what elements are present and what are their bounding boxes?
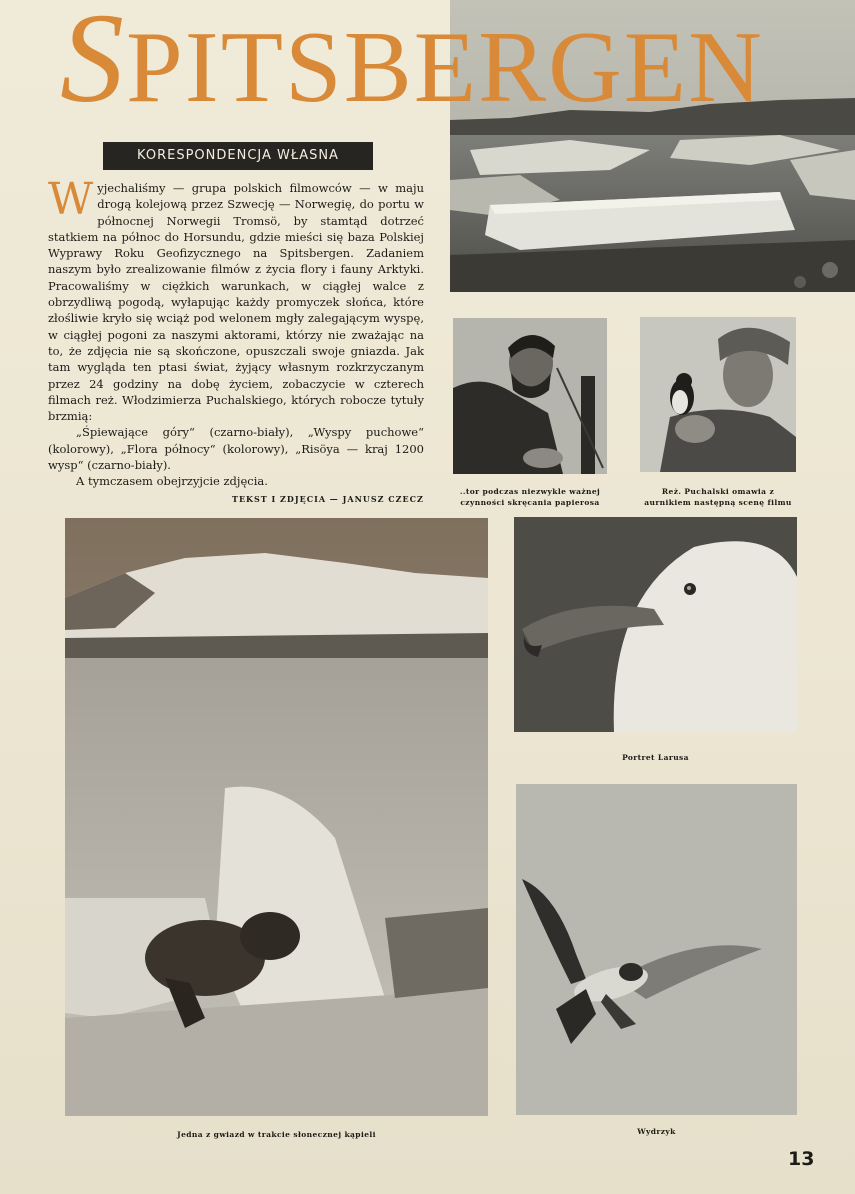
seal-on-ice-photo [65,518,488,1116]
article-paragraph: yjechaliśmy — grupa polskich filmowców — w maju drogą kolejową przez Szwecję — Norwegię, do portu w północnej Norwegii Tromsö, by stamtąd dotrzeć statkiem na północ do Horsundu, gdzie mieści się baza Polskiej Wyprawy Roku Geofizycznego na Spitsbergen. Zadaniem naszym było zrealizowanie filmów z życia flory i fauny Arktyki. Pracowaliśmy w ciężkich warunkach, w ciągłej walce z obrzydliwą pogodą, wyłapując każdy promyczek słońca, które złośliwie kryło się wciąż pod welonem mgły zalegającym wyspę, w ciągłej pogoni za naszymi aktorami, którzy nie zważając na to, że zdjęcia nie są skończone, opuszczali swoje gniazda. Jak tam wygląda ten ptasi świat, żyjący własnym rozkrzyczanym przez 24 godziny na dobę życiem, zobaczycie w czterech filmach reż. Włodzimierza Puchalskiego, których robocze tytuły brzmią: [48,181,424,424]
caption-man-cigarette: ..tor podczas niezwykle ważnej czynności skręcania papierosa [459,487,601,507]
article-paragraph: A tymczasem obejrzyjcie zdjęcia. [76,474,268,489]
article-paragraph: „Śpiewające góry“ (czarno-biały), „Wyspy puchowe“ (kolorowy), „Flora północy“ (kolorowy), „Risöya — kraj 1200 wysp“ (czarno-biały). [48,425,424,473]
man-rolling-cigarette-photo [453,318,607,474]
section-banner: KORESPONDENCJA WŁASNA [103,142,373,170]
caption-skua: Wydrzyk [637,1127,676,1136]
gull-portrait-photo [514,517,797,732]
skua-in-flight-photo [516,784,797,1115]
article-body [48,174,424,490]
caption-puchalski: Reż. Puchalski omawia z aurnikiem następną scenę filmu [644,487,792,507]
puchalski-with-bird-photo [640,317,796,472]
caption-seal: Jedna z gwiazd w trakcie słonecznej kąpieli [177,1130,376,1139]
byline: TEKST I ZDJĘCIA — JANUSZ CZECZ [232,494,424,504]
caption-gull: Portret Larusa [622,753,689,762]
page-number: 13 [788,1148,815,1170]
drop-cap: W [48,174,94,225]
page-title: SPITSBERGEN [60,0,764,129]
